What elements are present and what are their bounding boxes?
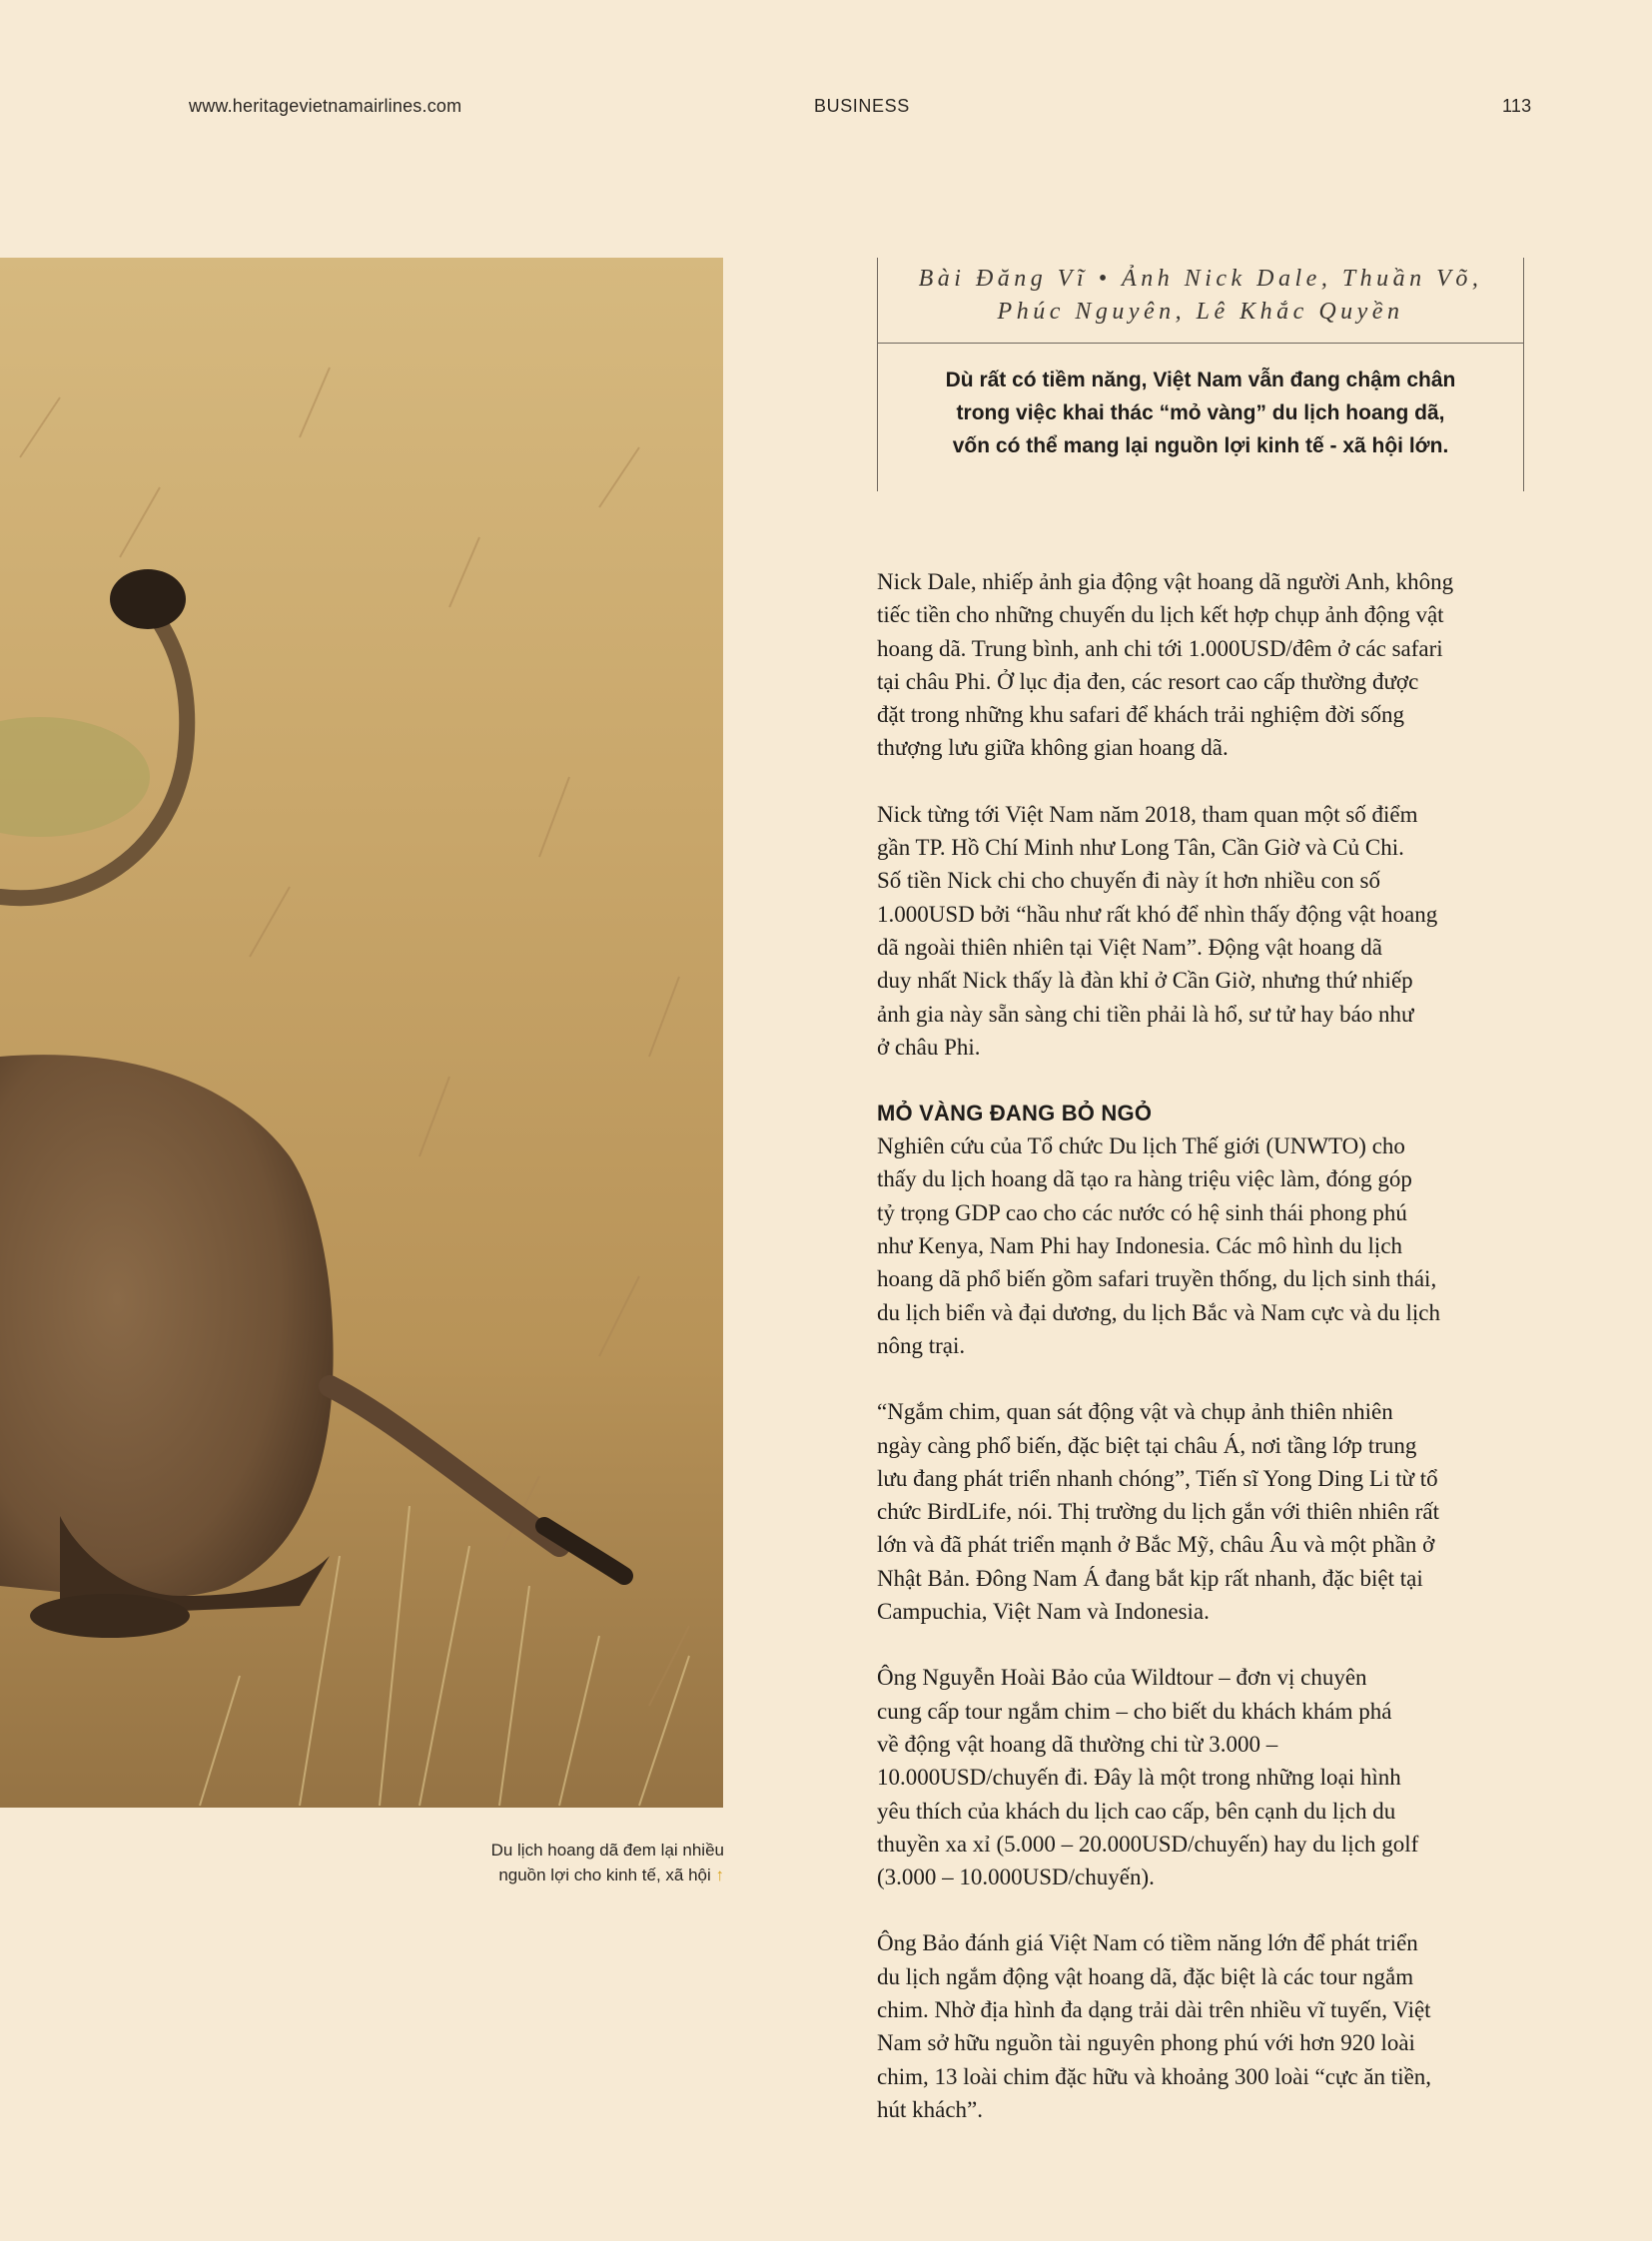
text-line: tỷ trọng GDP cao cho các nước có hệ sinh thái phong phú [877, 1199, 1407, 1225]
paragraph-3-with-heading [877, 1097, 1526, 1362]
article-body [877, 565, 1526, 2159]
byline-line-1: Bài Đăng Vĩ • Ảnh Nick Dale, Thuần Võ, [918, 266, 1483, 292]
text-line: ảnh gia này sẵn sàng chi tiền phải là hổ, sư tử hay báo như [877, 1001, 1414, 1027]
text-line: lớn và đã phát triển mạnh ở Bắc Mỹ, châu Âu và một phần ở [877, 1532, 1435, 1558]
text-line: Ông Nguyễn Hoài Bảo của Wildtour – đơn vị chuyên [877, 1665, 1367, 1691]
text-line: như Kenya, Nam Phi hay Indonesia. Các mô hình du lịch [877, 1233, 1403, 1259]
text-line: hút khách”. [877, 2096, 984, 2122]
text-line: “Ngắm chim, quan sát động vật và chụp ảnh thiên nhiên [877, 1399, 1393, 1425]
lion-illustration [0, 258, 723, 1808]
text-line: Nhật Bản. Đông Nam Á đang bắt kịp rất nhanh, đặc biệt tại [877, 1565, 1423, 1591]
text-line: cung cấp tour ngắm chim – cho biết du khách khám phá [877, 1698, 1392, 1724]
section-label: BUSINESS [814, 96, 910, 116]
text-line: tại châu Phi. Ở lục địa đen, các resort cao cấp thường được [877, 668, 1419, 694]
text-line: duy nhất Nick thấy là đàn khỉ ở Cần Giờ, nhưng thứ nhiếp [877, 968, 1413, 994]
lede-line-2: trong việc khai thác “mỏ vàng” du lịch hoang dã, [956, 401, 1445, 424]
paragraph-6 [877, 1926, 1526, 2126]
text-line: Ông Bảo đánh giá Việt Nam có tiềm năng lớn để phát triển [877, 1930, 1418, 1956]
text-line: yêu thích của khách du lịch cao cấp, bên cạnh du lịch du [877, 1798, 1396, 1824]
text-line: chim, 13 loài chim đặc hữu và khoảng 300 loài “cực ăn tiền, [877, 2063, 1432, 2089]
text-line: dã ngoài thiên nhiên tại Việt Nam”. Động vật hoang dã [877, 934, 1382, 960]
page-number: 113 [1502, 96, 1532, 116]
text-line: Nghiên cứu của Tổ chức Du lịch Thế giới (UNWTO) cho [877, 1133, 1405, 1159]
paragraph-4 [877, 1395, 1526, 1628]
caption-line-1: Du lịch hoang dã đem lại nhiều [490, 1841, 724, 1860]
byline-line-2: Phúc Nguyên, Lê Khắc Quyền [997, 299, 1404, 325]
lede-line-1: Dù rất có tiềm năng, Việt Nam vẫn đang chậm chân [945, 369, 1456, 391]
text-line: gần TP. Hồ Chí Minh như Long Tân, Cần Giờ và Củ Chi. [877, 835, 1404, 861]
text-line: du lịch biển và đại dương, du lịch Bắc và Nam cực và du lịch [877, 1299, 1441, 1325]
caption-line-2 [419, 1863, 724, 1887]
text-line: Nick từng tới Việt Nam năm 2018, tham quan một số điểm [877, 801, 1418, 827]
text-line: chim. Nhờ địa hình đa dạng trải dài trên nhiều vĩ tuyến, Việt [877, 1996, 1431, 2022]
paragraph-1 [877, 565, 1526, 765]
text-line: Nick Dale, nhiếp ảnh gia động vật hoang dã người Anh, không [877, 569, 1454, 594]
text-line: tiếc tiền cho những chuyến du lịch kết hợp chụp ảnh động vật [877, 602, 1444, 628]
text-line: về động vật hoang dã thường chi từ 3.000 – [877, 1731, 1278, 1757]
text-line: 10.000USD/chuyến đi. Đây là một trong những loại hình [877, 1765, 1401, 1791]
text-line: hoang dã phổ biến gồm safari truyền thống, du lịch sinh thái, [877, 1266, 1437, 1292]
text-line: 1.000USD bởi “hầu như rất khó để nhìn thấy động vật hoang [877, 901, 1438, 927]
lion-photo [0, 258, 723, 1808]
text-line: du lịch ngắm động vật hoang dã, đặc biệt là các tour ngắm [877, 1963, 1414, 1989]
photo-caption [419, 1838, 724, 1887]
website-url[interactable]: www.heritagevietnamairlines.com [189, 96, 462, 116]
article-lede [877, 344, 1524, 491]
text-line: hoang dã. Trung bình, anh chi tới 1.000USD/đêm ở các safari [877, 635, 1443, 661]
text-line: Số tiền Nick chi cho chuyến đi này ít hơn nhiều con số [877, 868, 1381, 894]
text-line: đặt trong những khu safari để khách trải nghiệm đời sống [877, 702, 1404, 728]
caption-line-2-text: nguồn lợi cho kinh tế, xã hội [498, 1866, 711, 1884]
paragraph-5 [877, 1661, 1526, 1893]
text-line: Nam sở hữu nguồn tài nguyên phong phú với hơn 920 loài [877, 2030, 1415, 2056]
text-line: Campuchia, Việt Nam và Indonesia. [877, 1599, 1210, 1625]
arrow-up-icon: ↑ [715, 1866, 724, 1884]
paragraph-3 [877, 1129, 1526, 1362]
text-line: nông trại. [877, 1332, 966, 1358]
text-line: thượng lưu giữa không gian hoang dã. [877, 735, 1229, 761]
byline [877, 258, 1524, 344]
text-line: ở châu Phi. [877, 1034, 981, 1060]
section-heading: MỎ VÀNG ĐANG BỎ NGỎ [877, 1101, 1153, 1126]
text-line: ngày càng phổ biến, đặc biệt tại châu Á, nơi tầng lớp trung [877, 1432, 1417, 1458]
text-line: chức BirdLife, nói. Thị trường du lịch gắn với thiên nhiên rất [877, 1499, 1440, 1525]
text-line: thuyền xa xỉ (5.000 – 20.000USD/chuyến) hay du lịch golf [877, 1831, 1419, 1857]
paragraph-2 [877, 798, 1526, 1064]
text-line: (3.000 – 10.000USD/chuyến). [877, 1865, 1155, 1890]
text-line: thấy du lịch hoang dã tạo ra hàng triệu việc làm, đóng góp [877, 1166, 1412, 1192]
lede-line-3: vốn có thể mang lại nguồn lợi kinh tế - xã hội lớn. [952, 434, 1449, 457]
text-line: lưu đang phát triển nhanh chóng”, Tiến sĩ Yong Ding Li từ tổ [877, 1465, 1438, 1491]
